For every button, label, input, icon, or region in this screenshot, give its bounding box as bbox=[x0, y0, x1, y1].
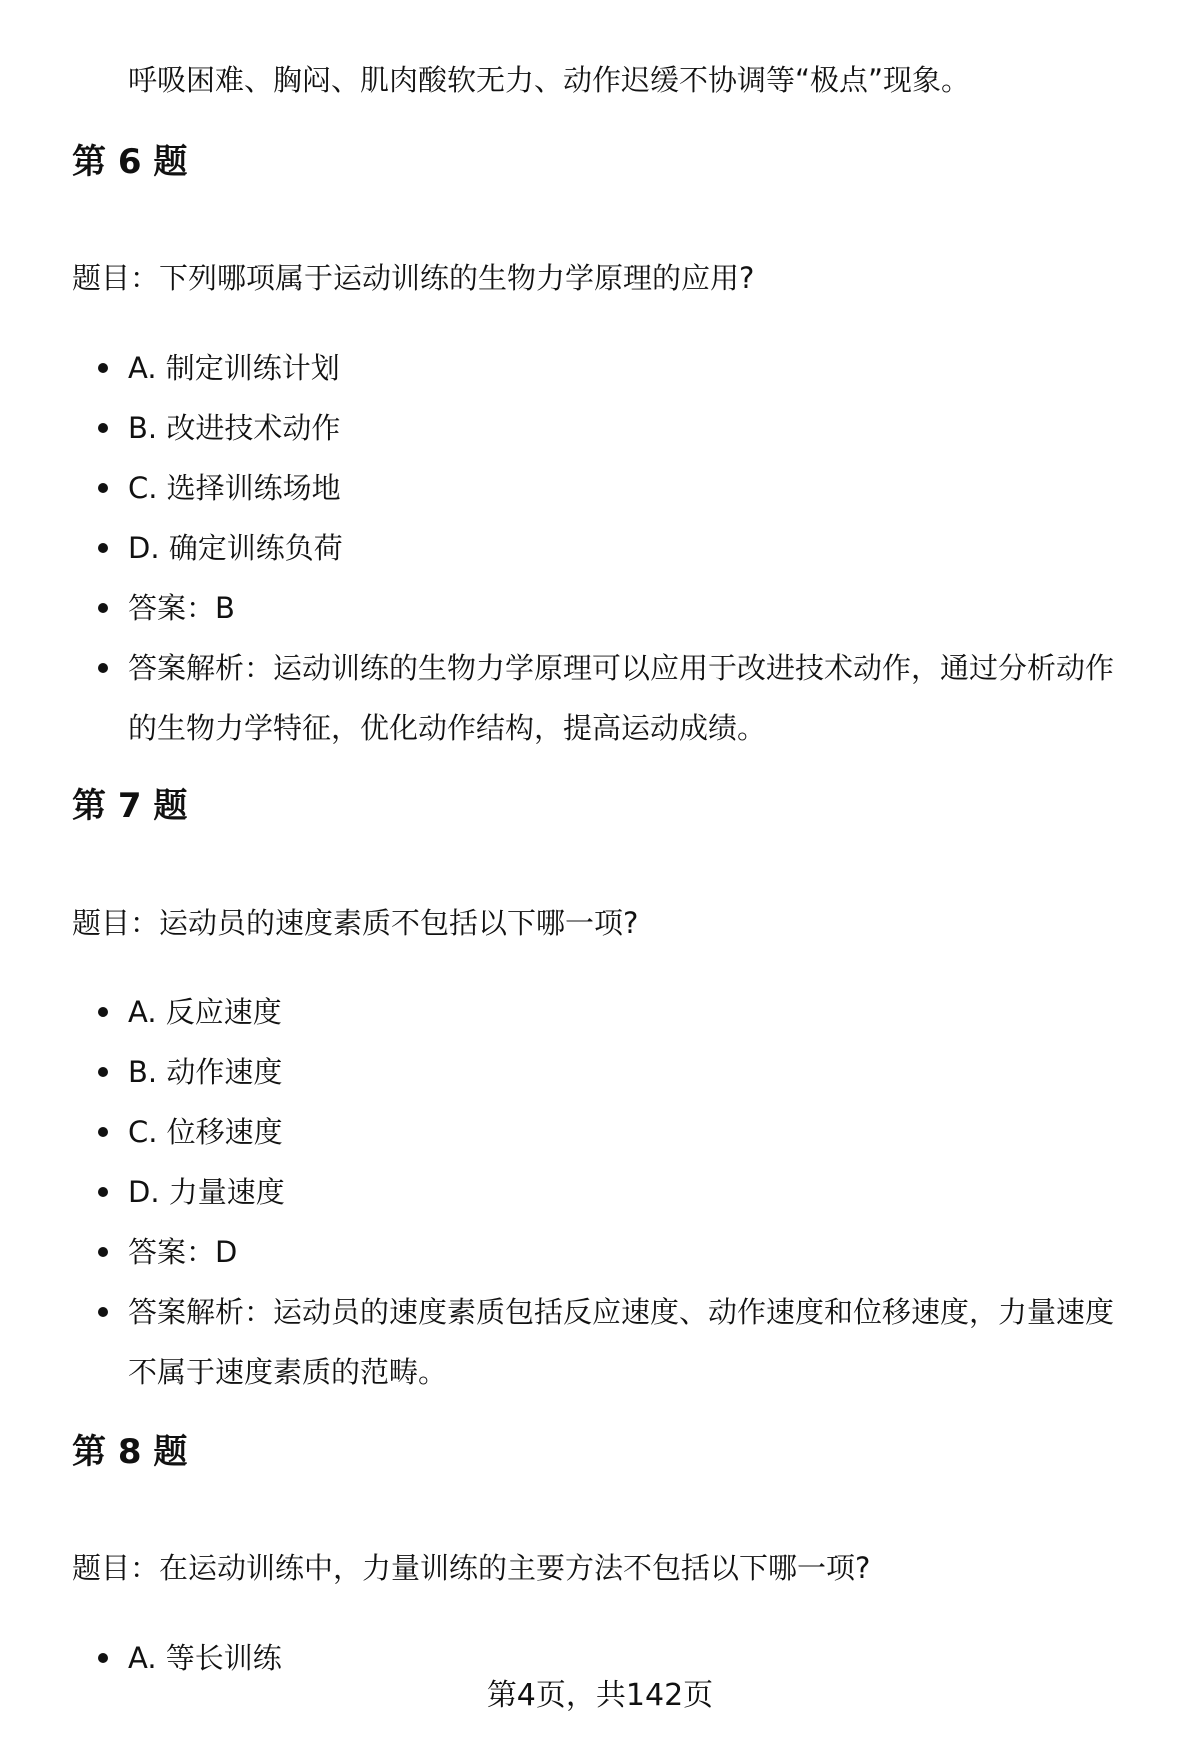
question-7-option-a: A. 反应速度 bbox=[0, 982, 1200, 1042]
question-6-option-c: C. 选择训练场地 bbox=[0, 458, 1200, 518]
question-7-option-b: B. 动作速度 bbox=[0, 1042, 1200, 1102]
question-8-heading: 第 8 题 bbox=[72, 1432, 188, 1472]
question-7-stem: 题目：运动员的速度素质不包括以下哪一项? bbox=[72, 906, 639, 940]
question-6-options bbox=[0, 338, 1200, 758]
question-6-stem: 题目：下列哪项属于运动训练的生物力学原理的应用? bbox=[72, 261, 755, 295]
page-number-footer: 第4页，共142页 bbox=[486, 1678, 714, 1713]
question-6-option-b: B. 改进技术动作 bbox=[0, 398, 1200, 458]
question-8-option-a: A. 等长训练 bbox=[0, 1628, 1200, 1688]
question-6-option-a: A. 制定训练计划 bbox=[0, 338, 1200, 398]
question-7-options bbox=[0, 982, 1200, 1402]
question-7-option-d: D. 力量速度 bbox=[0, 1162, 1200, 1222]
question-7-explanation: 答案解析：运动员的速度素质包括反应速度、动作速度和位移速度，力量速度不属于速度素质的范畴。 bbox=[0, 1282, 1200, 1402]
question-8-stem: 题目：在运动训练中，力量训练的主要方法不包括以下哪一项? bbox=[72, 1551, 871, 1585]
question-7-answer: 答案：D bbox=[0, 1222, 1200, 1282]
continuation-text: 呼吸困难、胸闷、肌肉酸软无力、动作迟缓不协调等“极点”现象。 bbox=[128, 63, 971, 97]
question-6-explanation: 答案解析：运动训练的生物力学原理可以应用于改进技术动作，通过分析动作的生物力学特征，优化动作结构，提高运动成绩。 bbox=[0, 638, 1200, 758]
question-6-heading: 第 6 题 bbox=[72, 142, 188, 182]
question-6-answer: 答案：B bbox=[0, 578, 1200, 638]
question-7-option-c: C. 位移速度 bbox=[0, 1102, 1200, 1162]
question-7-heading: 第 7 题 bbox=[72, 786, 188, 826]
question-6-option-d: D. 确定训练负荷 bbox=[0, 518, 1200, 578]
